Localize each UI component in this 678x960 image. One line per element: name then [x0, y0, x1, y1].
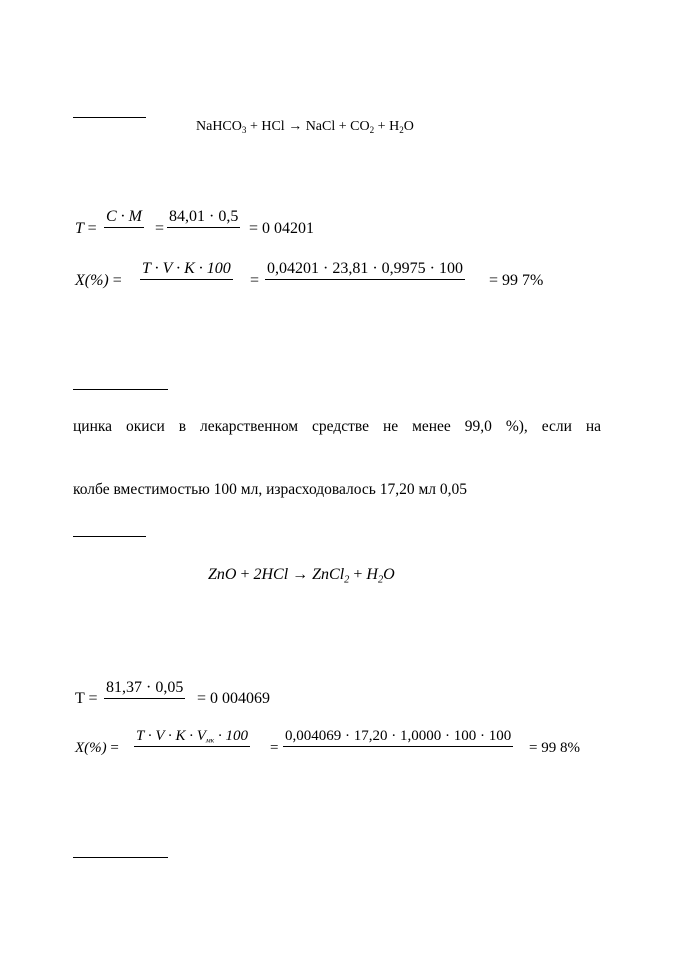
- percent-formula-2-fraction-a: $T \cdot V \cdot K \cdot V_{мк} \cdot 100$: [134, 729, 250, 764]
- percent-formula-1-lhs: X(%) =: [75, 272, 122, 289]
- titer-formula-2-lhs: T =: [75, 690, 98, 707]
- percent-formula-2-lhs: X(%) =: [75, 740, 119, 756]
- percent-formula-1-eq2: =: [250, 272, 260, 289]
- section-rule-3: [73, 536, 146, 537]
- titer-formula-1-lhs: T =: [75, 220, 97, 237]
- task-text-line-1: цинка окиси в лекарственном средстве не менее 99,0 %), если на: [73, 418, 601, 435]
- percent-formula-1-fraction-a: T · V · K · 100: [140, 261, 233, 298]
- titer-formula-2-result: = 0 004069: [197, 690, 271, 707]
- reaction-equation-nahco3: NaHCO$_3$ + HCl → NaCl + $CO_2 + H_2O$: [196, 119, 414, 136]
- percent-formula-2-result: = 99 8%: [529, 740, 580, 756]
- percent-formula-2-eq2: =: [270, 740, 279, 756]
- percent-formula-2-fraction-b: 0,004069 · 17,20 · 1,0000 · 100 · 100: [283, 729, 513, 764]
- section-rule-2: [73, 389, 168, 390]
- section-rule-4: [73, 857, 168, 858]
- titer-formula-1-fraction-a: C · M: [104, 209, 144, 246]
- titer-formula-2-fraction: 81,37 · 0,05: [104, 680, 185, 717]
- percent-formula-1-fraction-b: 0,04201 · 23,81 · 0,9975 · 100: [265, 261, 465, 298]
- percent-formula-1-result: = 99 7%: [489, 272, 544, 289]
- reaction-equation-zno: ZnO + 2HCl → ZnCl$_2$ + $H_2O$: [208, 566, 395, 586]
- task-text-line-2: колбе вместимостью 100 мл, израсходовалось 17,20 мл 0,05: [73, 481, 468, 498]
- section-rule-1: [73, 117, 146, 118]
- titer-formula-1-eq2: =: [155, 220, 165, 237]
- titer-formula-1-result: = 0 04201: [249, 220, 315, 237]
- titer-formula-1-fraction-b: 84,01 · 0,5: [167, 209, 240, 246]
